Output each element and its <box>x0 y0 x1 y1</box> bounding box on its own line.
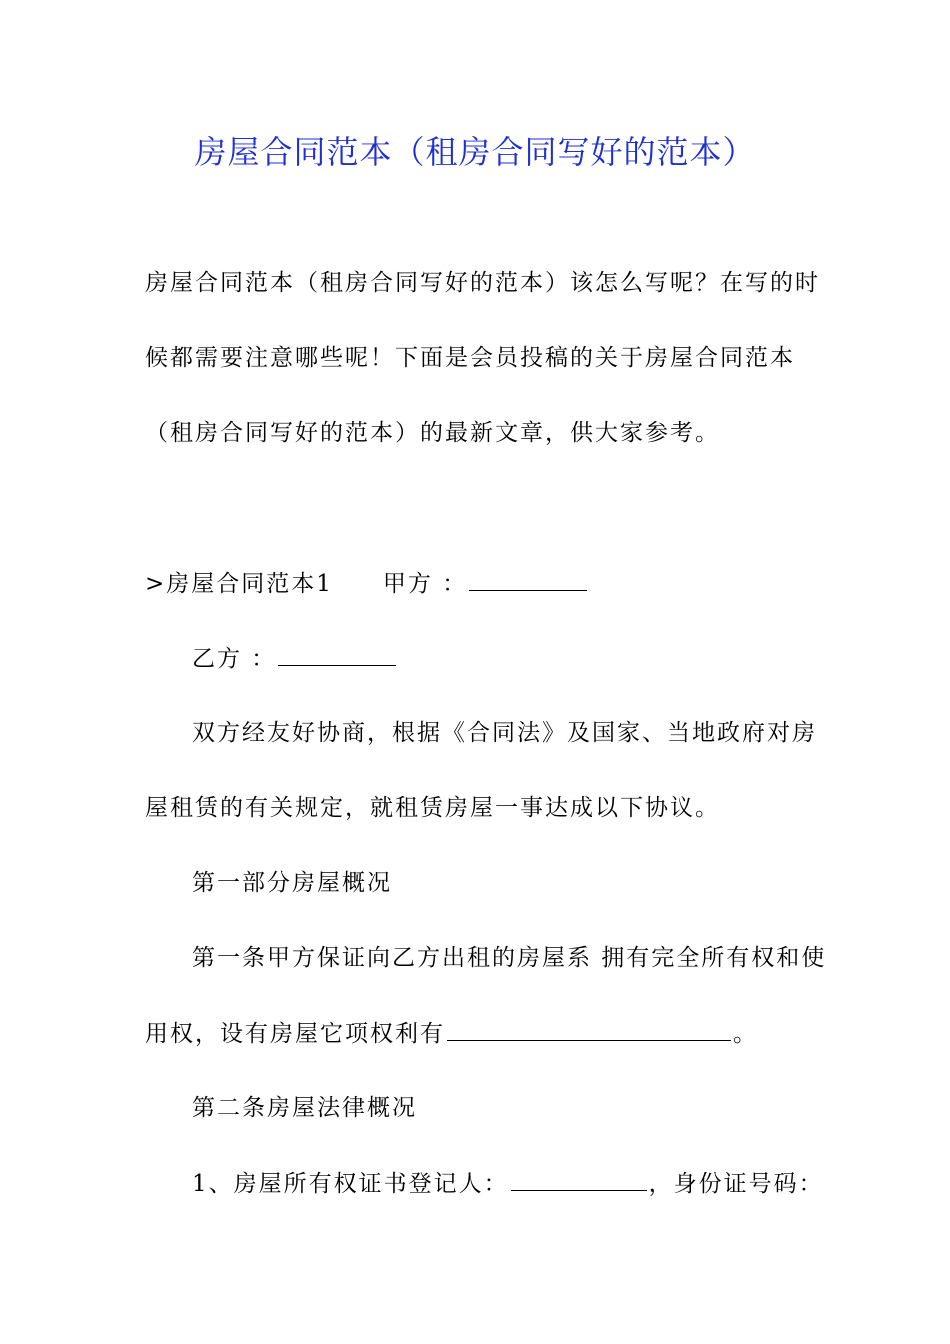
intro-line-3: （租房合同写好的范本）的最新文章，供大家参考。 <box>145 420 720 446</box>
registrant-blank <box>511 1168 647 1191</box>
item-one-prefix: 1、房屋所有权证书登记人： <box>192 1171 509 1197</box>
party-b-blank <box>278 643 396 666</box>
intro-line-1: 房屋合同范本（租房合同写好的范本）该怎么写呢？在写的时 <box>145 270 820 296</box>
item-one-suffix: ，身份证号码： <box>648 1171 824 1197</box>
article-one-line-2: 用权，设有房屋它项权利有 <box>145 1021 445 1047</box>
party-a-blank <box>469 568 587 591</box>
article-two-heading: 第二条房屋法律概况 <box>192 1095 417 1121</box>
party-b-label: 乙方 ： <box>192 646 277 672</box>
article-one-end: 。 <box>733 1021 758 1047</box>
intro-line-2: 候都需要注意哪些呢！下面是会员投稿的关于房屋合同范本 <box>145 345 795 371</box>
party-b-row <box>192 643 398 674</box>
article-one-line-2-row <box>145 1018 758 1049</box>
document-title: 房屋合同范本（租房合同写好的范本） <box>194 133 756 171</box>
section-heading-row <box>145 568 589 599</box>
part-one-heading: 第一部分房屋概况 <box>192 870 392 896</box>
rights-blank <box>447 1018 731 1041</box>
item-one-row <box>192 1168 824 1199</box>
preamble-line-2: 屋租赁的有关规定，就租赁房屋一事达成以下协议。 <box>145 795 720 821</box>
article-one-line-1: 第一条甲方保证向乙方出租的房屋系 拥有完全所有权和使 <box>192 945 827 971</box>
section-heading: >房屋合同范本1 <box>145 571 333 597</box>
preamble-line-1: 双方经友好协商，根据《合同法》及国家、当地政府对房 <box>192 720 817 746</box>
party-a-label: 甲方 ： <box>382 571 468 597</box>
